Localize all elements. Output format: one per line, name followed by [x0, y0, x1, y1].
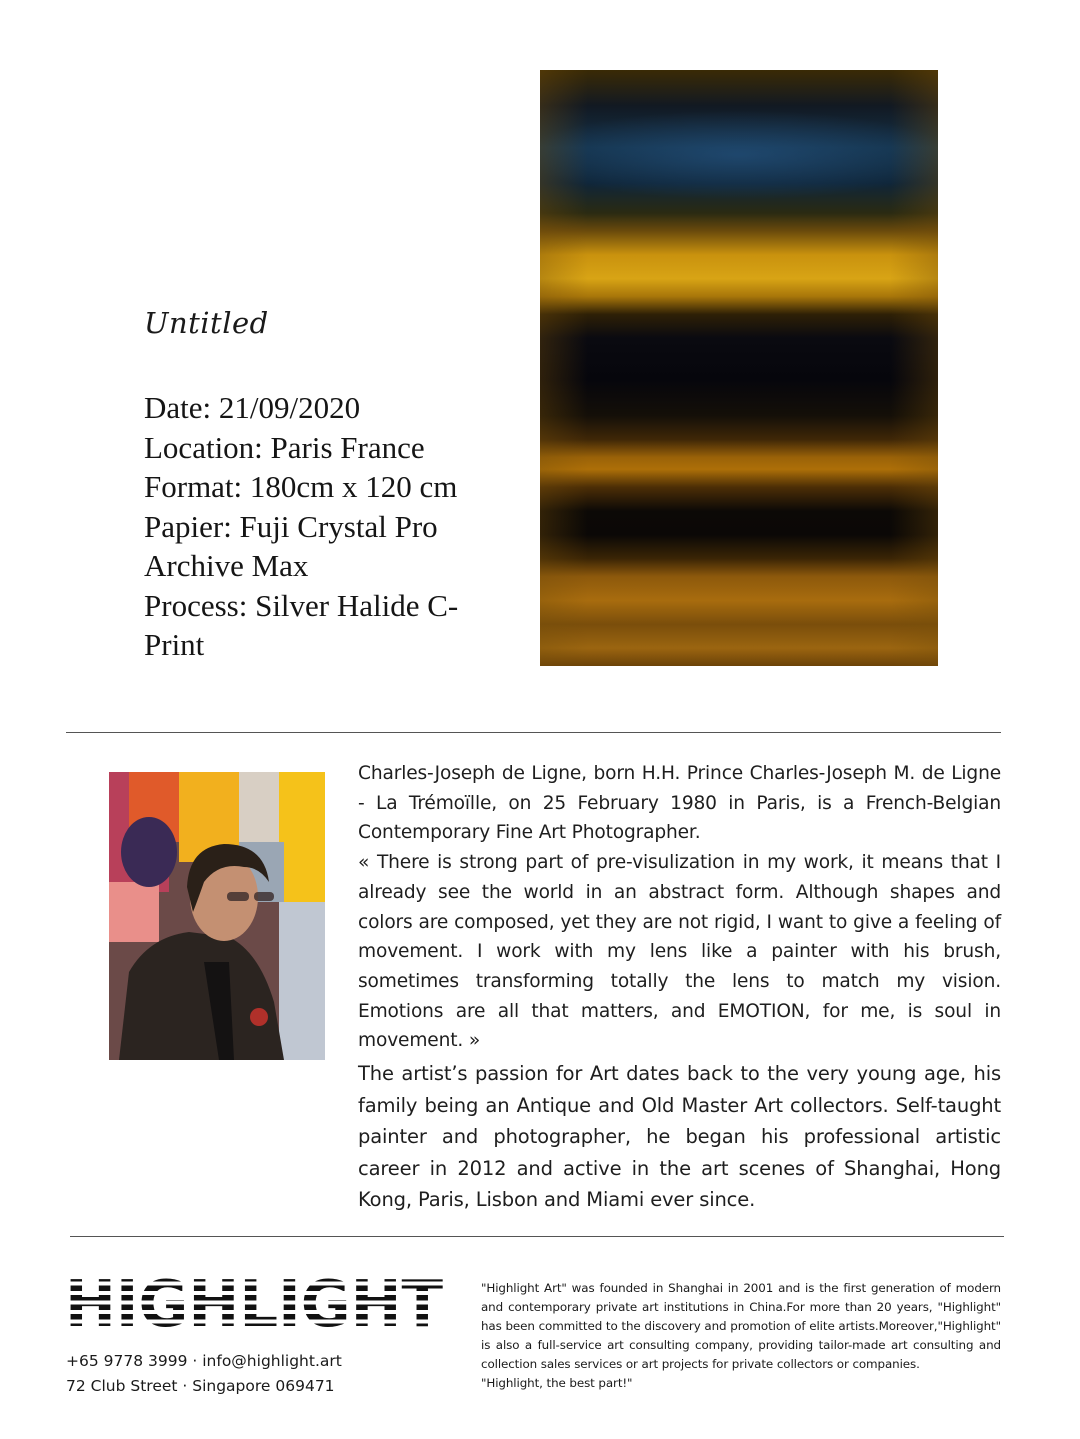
bio-paragraph: Charles-Joseph de Ligne, born H.H. Prince Charles-Joseph M. de Ligne - La Trémoïlle, on 25 February 1980 in Paris, is a French-Belgian Contemporary Fine Art Photographer.: [358, 763, 1001, 844]
artwork-date: Date: 21/09/2020: [144, 390, 361, 425]
footer-divider: [70, 1236, 1004, 1237]
gallery-tagline: "Highlight, the best part!": [481, 1376, 633, 1390]
gallery-description: "Highlight Art" was founded in Shanghai in 2001 and is the first generation of modern and contemporary private art institutions in China.For more than 20 years, "Highlight" has been committed to the discovery and promotion of elite artists.Moreover,"Highlight" is also a full-service art consulting company, providing tailor-made art consulting and collection sales services or art projects for private collectors or companies.: [481, 1281, 1001, 1371]
section-divider: [66, 732, 1001, 733]
artwork-process: Process: Silver Halide C-Print: [144, 587, 459, 662]
contact-address: 72 Club Street · Singapore 069471: [66, 1377, 335, 1395]
contact-phone-email: +65 9778 3999 · info@highlight.art: [66, 1352, 342, 1370]
artwork-paper: Papier: Fuji Crystal Pro Archive Max: [144, 508, 438, 583]
artwork-title: Untitled: [144, 306, 269, 340]
bio-quote: « There is strong part of pre-visulization in my work, it means that I already see the world in an abstract form. Although shapes and colors are composed, yet they are not rigid, I want to give a feeling of movement. I work with my lens like a painter with his brush, sometimes transforming totally the lens to match my vision. Emotions are all that matters, and EMOTION, for me, is soul in movement. »: [358, 852, 1001, 1052]
artwork-location: Location: Paris France: [144, 429, 425, 465]
contact-info: [66, 1349, 342, 1399]
gallery-about: [481, 1279, 1001, 1393]
bio-paragraph: The artist’s passion for Art dates back to the very young age, his family being an Antique and Old Master Art collectors. Self-taught painter and photographer, he began his professional artistic career in 2012 and active in the art scenes of Shanghai, Hong Kong, Paris, Lisbon and Miami ever since.: [358, 1062, 1001, 1212]
artist-portrait: [109, 772, 325, 1060]
highlight-logo: [65, 1276, 443, 1328]
artwork-details: [144, 388, 489, 665]
artwork-image: [540, 70, 938, 666]
artwork-format: Format: 180cm x 120 cm: [144, 469, 458, 504]
artist-bio: [358, 759, 1001, 1216]
